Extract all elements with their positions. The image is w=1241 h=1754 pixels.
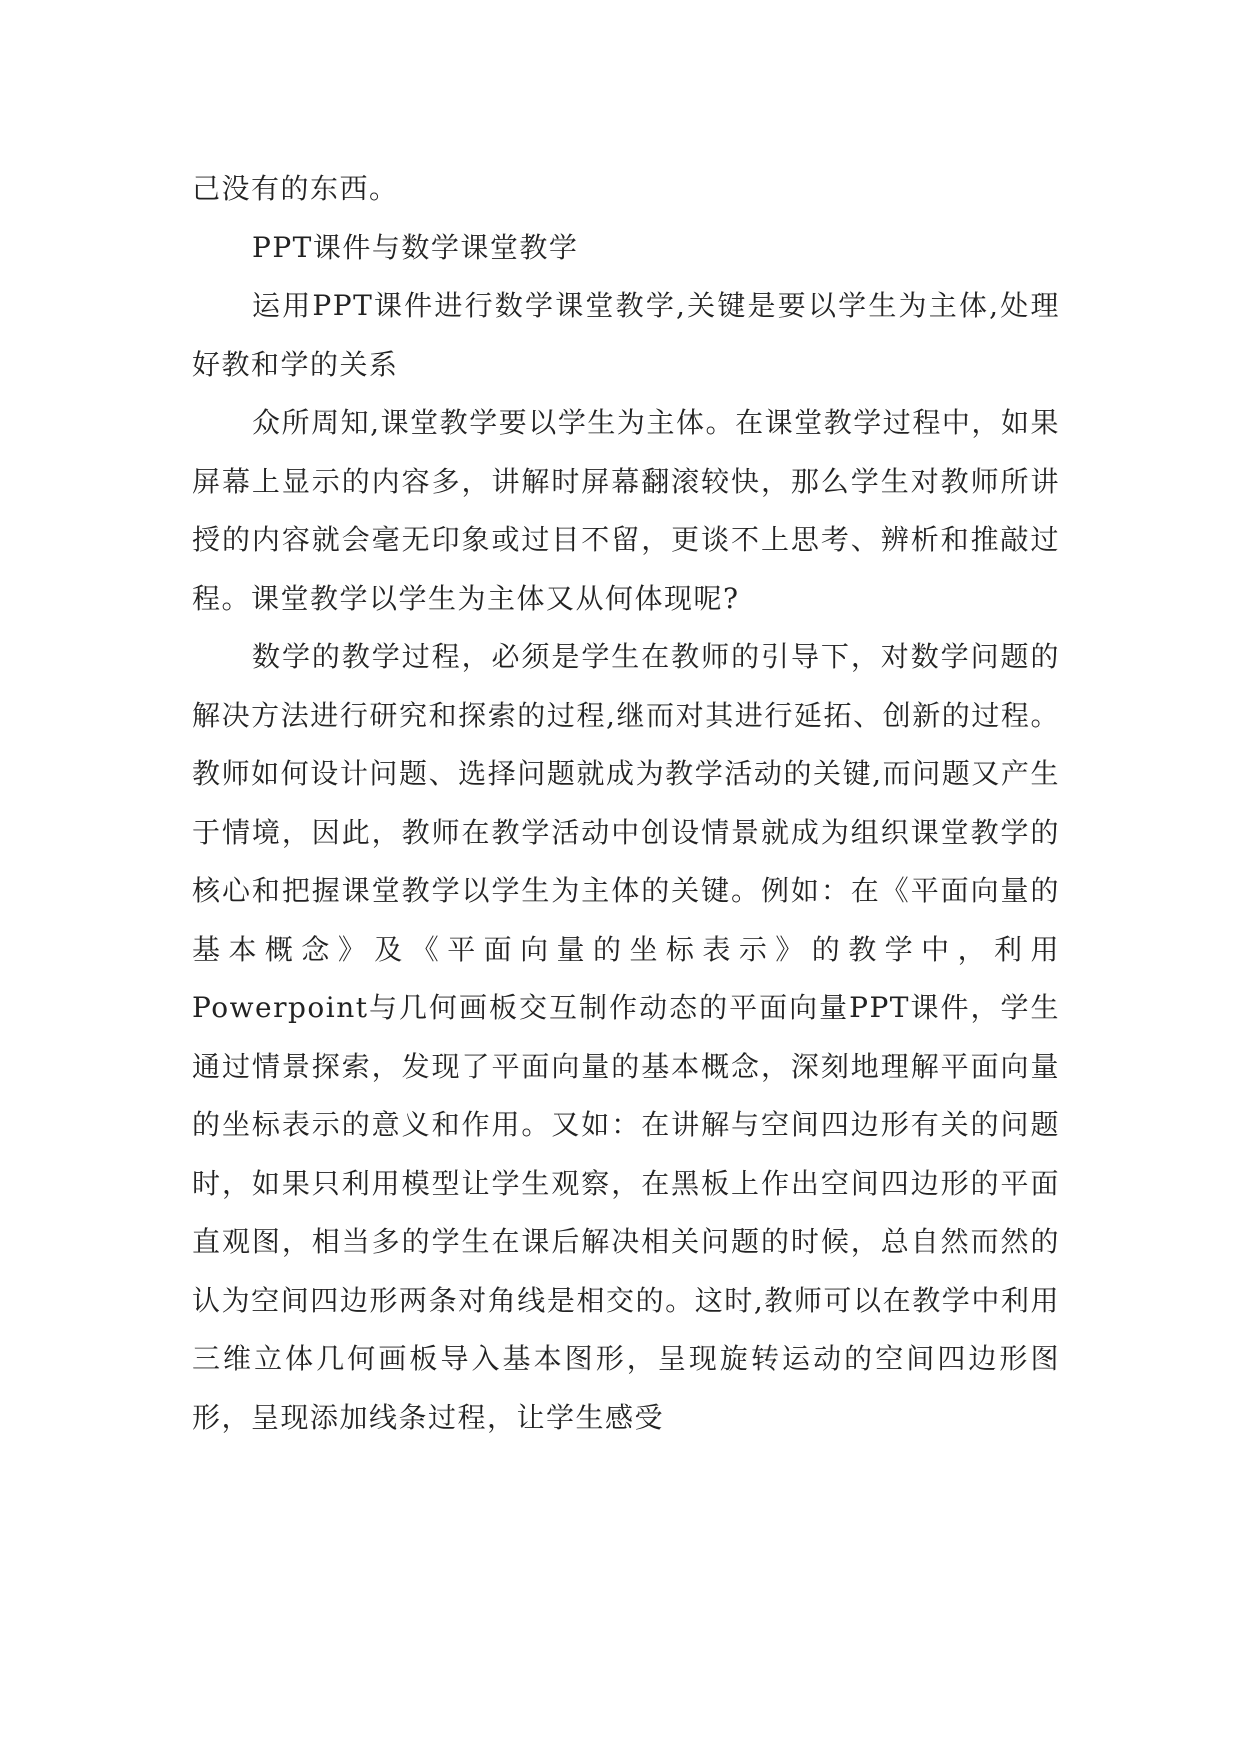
document-body — [192, 160, 1060, 1447]
section-heading: PPT课件与数学课堂教学 — [252, 230, 579, 264]
paragraph-key-point: 运用PPT课件进行数学课堂教学,关键是要以学生为主体,处理好教和学的关系 — [192, 289, 1060, 381]
paragraph-continuation: 己没有的东西。 — [192, 172, 399, 205]
paragraph-teaching-process: 数学的教学过程，必须是学生在教师的引导下，对数学问题的解决方法进行研究和探索的过程,继而对其进行延拓、创新的过程。教师如何设计问题、选择问题就成为教学活动的关键,而问题又产生于情境，因此，教师在教学活动中创设情景就成为组织课堂教学的核心和把握课堂教学以学生为主体的关键。例如：在《平面向量的基本概念》及《平面向量的坐标表示》的教学中，利用Powerpoint与几何画板交互制作动态的平面向量PPT课件，学生通过情景探索，发现了平面向量的基本概念，深刻地理解平面向量的坐标表示的意义和作用。又如：在讲解与空间四边形有关的问题时，如果只利用模型让学生观察，在黑板上作出空间四边形的平面直观图，相当多的学生在课后解决相关问题的时候，总自然而然的认为空间四边形两条对角线是相交的。这时,教师可以在教学中利用三维立体几何画板导入基本图形，呈现旋转运动的空间四边形图形，呈现添加线条过程，让学生感受 — [192, 640, 1060, 1434]
paragraph-student-subject: 众所周知,课堂教学要以学生为主体。在课堂教学过程中，如果屏幕上显示的内容多，讲解时屏幕翻滚较快，那么学生对教师所讲授的内容就会毫无印象或过目不留，更谈不上思考、辨析和推敲过程。课堂教学以学生为主体又从何体现呢? — [192, 406, 1060, 615]
